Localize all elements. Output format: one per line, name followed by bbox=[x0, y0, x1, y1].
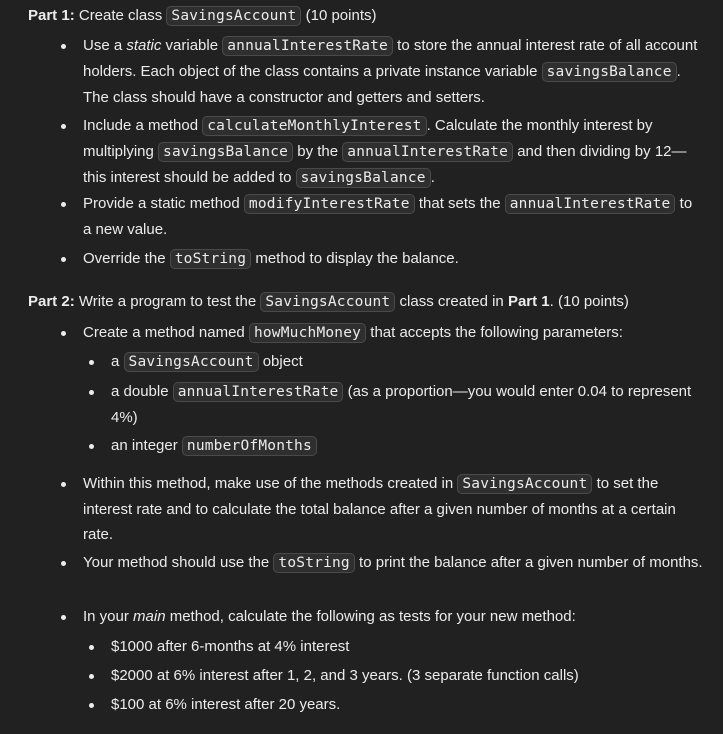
bullet-dot bbox=[61, 331, 66, 336]
param-number-of-months: an integer numberOfMonths bbox=[111, 433, 703, 459]
part1-class-name: SavingsAccount bbox=[166, 6, 301, 26]
code-annualInterestRate: annualInterestRate bbox=[342, 142, 513, 162]
code-numberOfMonths: numberOfMonths bbox=[182, 436, 317, 456]
bullet-dot bbox=[61, 257, 66, 262]
part2-title: Part 2: Write a program to test the SavingsAccount class created in Part 1. (10 points) bbox=[28, 293, 629, 310]
part2-heading: Part 2: bbox=[28, 293, 75, 310]
test-case-2: $2000 at 6% interest after 1, 2, and 3 years. (3 separate function calls) bbox=[111, 667, 579, 684]
sub-bullet-dot bbox=[89, 703, 94, 708]
code-savingsBalance: savingsBalance bbox=[542, 62, 677, 82]
part2-class-name: SavingsAccount bbox=[260, 292, 395, 312]
code-annualInterestRate: annualInterestRate bbox=[222, 36, 393, 56]
part1-title-text: Create class bbox=[78, 7, 163, 24]
sub-bullet-dot bbox=[89, 645, 94, 650]
sub-bullet-dot bbox=[89, 444, 94, 449]
sub-bullet-dot bbox=[89, 360, 94, 365]
bullet-dot bbox=[61, 44, 66, 49]
code-modifyInterestRate: modifyInterestRate bbox=[244, 194, 415, 214]
test-case-3: $100 at 6% interest after 20 years. bbox=[111, 696, 341, 713]
part1-item-tostring: Override the toString method to display the balance. bbox=[83, 250, 459, 267]
part1-title bbox=[28, 3, 376, 29]
code-SavingsAccount: SavingsAccount bbox=[457, 474, 592, 494]
part2-item-main-tests: In your main method, calculate the following as tests for your new method: bbox=[83, 608, 576, 625]
part2-ref: Part 1 bbox=[507, 293, 550, 310]
part1-item-monthly-interest: Include a method calculateMonthlyInterest . Calculate the monthly interest by multiplying savingsBalance by the annualInterestRate and then dividing by 12—this interest should be added to savingsBalance . bbox=[83, 117, 687, 186]
test-case-1: $1000 after 6-months at 4% interest bbox=[111, 638, 350, 655]
code-toString: toString bbox=[273, 553, 354, 573]
code-savingsBalance: savingsBalance bbox=[158, 142, 293, 162]
param-annual-interest-rate: a double annualInterestRate (as a proportion—you would enter 0.04 to represent 4%) bbox=[111, 383, 692, 426]
part1-item-static-variable: Use a static variable annualInterestRate to store the annual interest rate of all account holders. Each object of the class contains a private instance variable savingsBalance . The class should have a constructor and getters and setters. bbox=[83, 37, 698, 106]
sub-bullet-dot bbox=[89, 390, 94, 395]
part2-item-use-tostring: Your method should use the toString to print the balance after a given number of months. bbox=[83, 554, 703, 571]
bullet-dot bbox=[61, 202, 66, 207]
code-howMuchMoney: howMuchMoney bbox=[249, 323, 366, 343]
code-toString: toString bbox=[170, 249, 251, 269]
part1-heading: Part 1: bbox=[28, 7, 75, 24]
code-annualInterestRate: annualInterestRate bbox=[505, 194, 676, 214]
code-calculateMonthlyInterest: calculateMonthlyInterest bbox=[202, 116, 426, 136]
param-savings-account: a SavingsAccount object bbox=[111, 353, 303, 370]
bullet-dot bbox=[61, 124, 66, 129]
bullet-dot bbox=[61, 615, 66, 620]
bullet-dot bbox=[61, 561, 66, 566]
part1-points: (10 points) bbox=[305, 7, 377, 24]
bullet-dot bbox=[61, 482, 66, 487]
part2-item-within-method: Within this method, make use of the methods created in SavingsAccount to set the interest rate and to calculate the total balance after a given number of months at a certain rate. bbox=[83, 475, 676, 543]
code-annualInterestRate: annualInterestRate bbox=[173, 382, 344, 402]
part2-item-howmuchmoney: Create a method named howMuchMoney that accepts the following parameters: bbox=[83, 324, 623, 341]
sub-bullet-dot bbox=[89, 674, 94, 679]
code-savingsBalance: savingsBalance bbox=[296, 168, 431, 188]
part1-item-modify-rate: Provide a static method modifyInterestRate that sets the annualInterestRate to a new value. bbox=[83, 195, 693, 238]
code-SavingsAccount: SavingsAccount bbox=[124, 352, 259, 372]
